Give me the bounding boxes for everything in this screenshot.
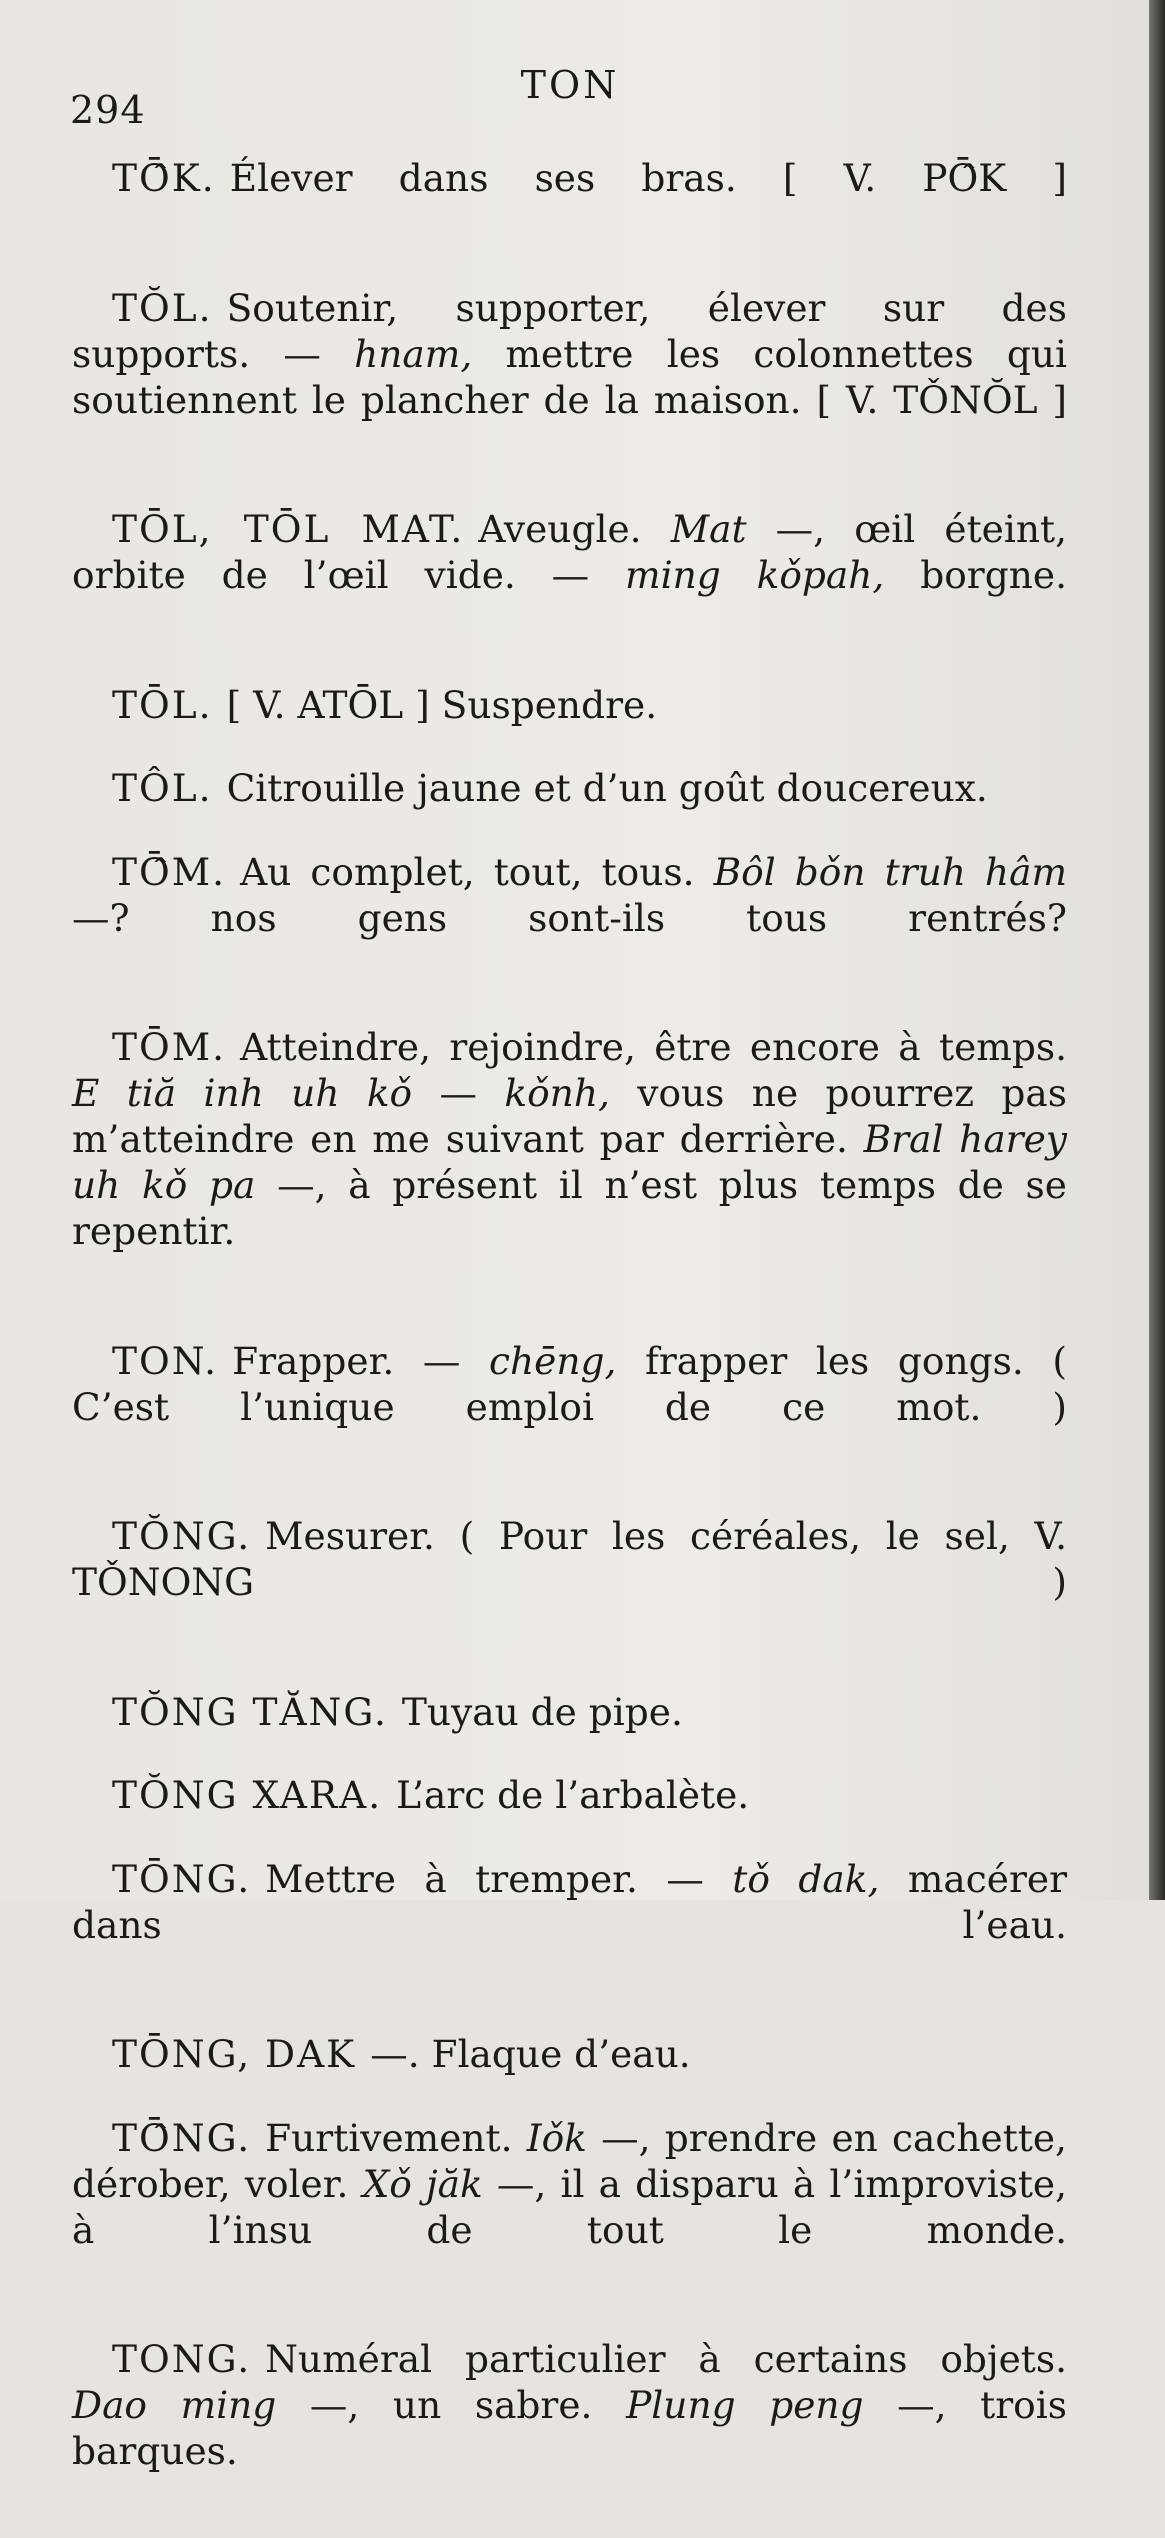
example: ming kǒpah,: [625, 553, 885, 597]
definition: Furtivement.: [265, 2115, 527, 2160]
definition: Au complet, tout, tous.: [240, 849, 714, 894]
book-spine: [1149, 0, 1165, 1900]
example: Plung peng: [626, 2383, 864, 2427]
running-title: TON: [520, 63, 620, 107]
definition: frapper les gongs. ( C’est l’unique emploi de ce mot. ): [72, 1338, 1067, 1429]
definition: Numéral particulier à certains objets.: [265, 2337, 1067, 2381]
example: Dao ming: [72, 2383, 277, 2427]
definition: L’arc de l’arbalète.: [396, 1773, 750, 1817]
definition: —, un sabre.: [276, 2383, 627, 2427]
definition: Frapper. —: [232, 1338, 489, 1383]
headword: TÔL.: [112, 766, 213, 810]
headword: TON.: [112, 1338, 219, 1383]
definition: mettre les colonnettes qui soutiennent le plancher de la maison. [ V. TǑNŎL ]: [72, 331, 1067, 422]
entry-ton: [72, 1338, 1067, 1476]
example: Iǒk: [526, 2115, 587, 2160]
example: E tiă inh uh kǒ: [72, 1071, 413, 1115]
definition: —, prendre en cachette, dérober, voler.: [72, 2115, 1067, 2206]
definition: [ V. ATŌL ] Suspendre.: [226, 682, 658, 727]
definition: Élever dans ses bras. [ V. PŌ̂K ]: [229, 156, 1067, 200]
definition: vous ne pourrez pas m’atteindre en me suivant par derrière.: [72, 1071, 1067, 1161]
definition: —, il a disparu à l’improviste, à l’insu de tout le monde.: [72, 2161, 1068, 2252]
entry-tong-4: [72, 2336, 1067, 2520]
example: kǒnh,: [504, 1071, 610, 1115]
entry-tong-1: [72, 1513, 1067, 1651]
headword: TŌNG.: [112, 1856, 252, 1901]
entry-tol-2: [72, 682, 1067, 728]
headword: TŌ̂K.: [112, 156, 216, 200]
headword: TŎNG XARA.: [112, 1773, 383, 1817]
definition: macérer dans l’eau.: [72, 1856, 1067, 1947]
headword: TŎNG TĂNG.: [112, 1689, 388, 1734]
entry-tong-dak: [72, 2031, 1067, 2077]
entry-tom-1: [72, 849, 1067, 987]
definition: borgne.: [884, 553, 1067, 597]
definition: Mesurer. ( Pour les céréales, le sel, V. TǑNONG ): [72, 1514, 1067, 1604]
example: chēng,: [488, 1338, 617, 1383]
entry-tong-tang: [72, 1689, 1067, 1735]
example: hnam,: [354, 331, 473, 376]
page-header: [0, 58, 1140, 132]
definition: —, trois barques.: [72, 2383, 1067, 2473]
definition: —, œil éteint, orbite de l’œil vide. —: [72, 507, 1067, 597]
definition: —, à présent il n’est plus temps de se repentir.: [72, 1163, 1067, 1253]
dictionary-entries: [72, 155, 1067, 2538]
definition: —? nos gens sont-ils tous rentrés?: [72, 895, 1067, 940]
definition: Tuyau de pipe.: [401, 1689, 683, 1734]
entry-tol-mat: [72, 506, 1067, 644]
definition: Atteindre, rejoindre, être encore à temps.: [240, 1025, 1067, 1069]
headword: TONG.: [112, 2337, 252, 2381]
headword: TŌ̂NG.: [112, 2115, 252, 2160]
example: tǒ dak,: [732, 1856, 880, 1901]
example: Mat: [670, 507, 747, 551]
definition: Citrouille jaune et d’un goût doucereux.: [226, 766, 988, 810]
entry-tol-3: [72, 765, 1067, 811]
definition: Mettre à tremper. —: [265, 1856, 733, 1901]
entry-tong-xara: [72, 1772, 1067, 1818]
page-number: 294: [70, 88, 146, 132]
entry-tong-3: [72, 2115, 1067, 2299]
headword: TŌNG, DAK: [112, 2032, 357, 2076]
entry-tol-1: [72, 285, 1067, 469]
definition: Aveugle.: [478, 507, 671, 551]
headword: TŌL, TŌL MAT.: [112, 507, 465, 551]
headword: TŌ̂M.: [112, 849, 227, 894]
entry-tok: [72, 155, 1067, 247]
headword: TŎNG.: [112, 1514, 252, 1558]
entry-tom-2: [72, 1024, 1067, 1300]
definition: —: [412, 1071, 505, 1115]
example: Bôl bǒn truh hâm: [713, 849, 1067, 894]
example: Bral harey uh kǒ pa: [72, 1117, 1067, 1207]
definition: —. Flaque d’eau.: [370, 2032, 691, 2076]
headword: TŎL.: [112, 285, 213, 330]
entry-tong-2: [72, 1856, 1067, 1994]
definition: Soutenir, supporter, élever sur des supports. —: [72, 285, 1067, 376]
headword: TŌL.: [112, 682, 213, 727]
headword: TŌM.: [112, 1025, 227, 1069]
example: Xǒ jăk: [362, 2161, 483, 2206]
